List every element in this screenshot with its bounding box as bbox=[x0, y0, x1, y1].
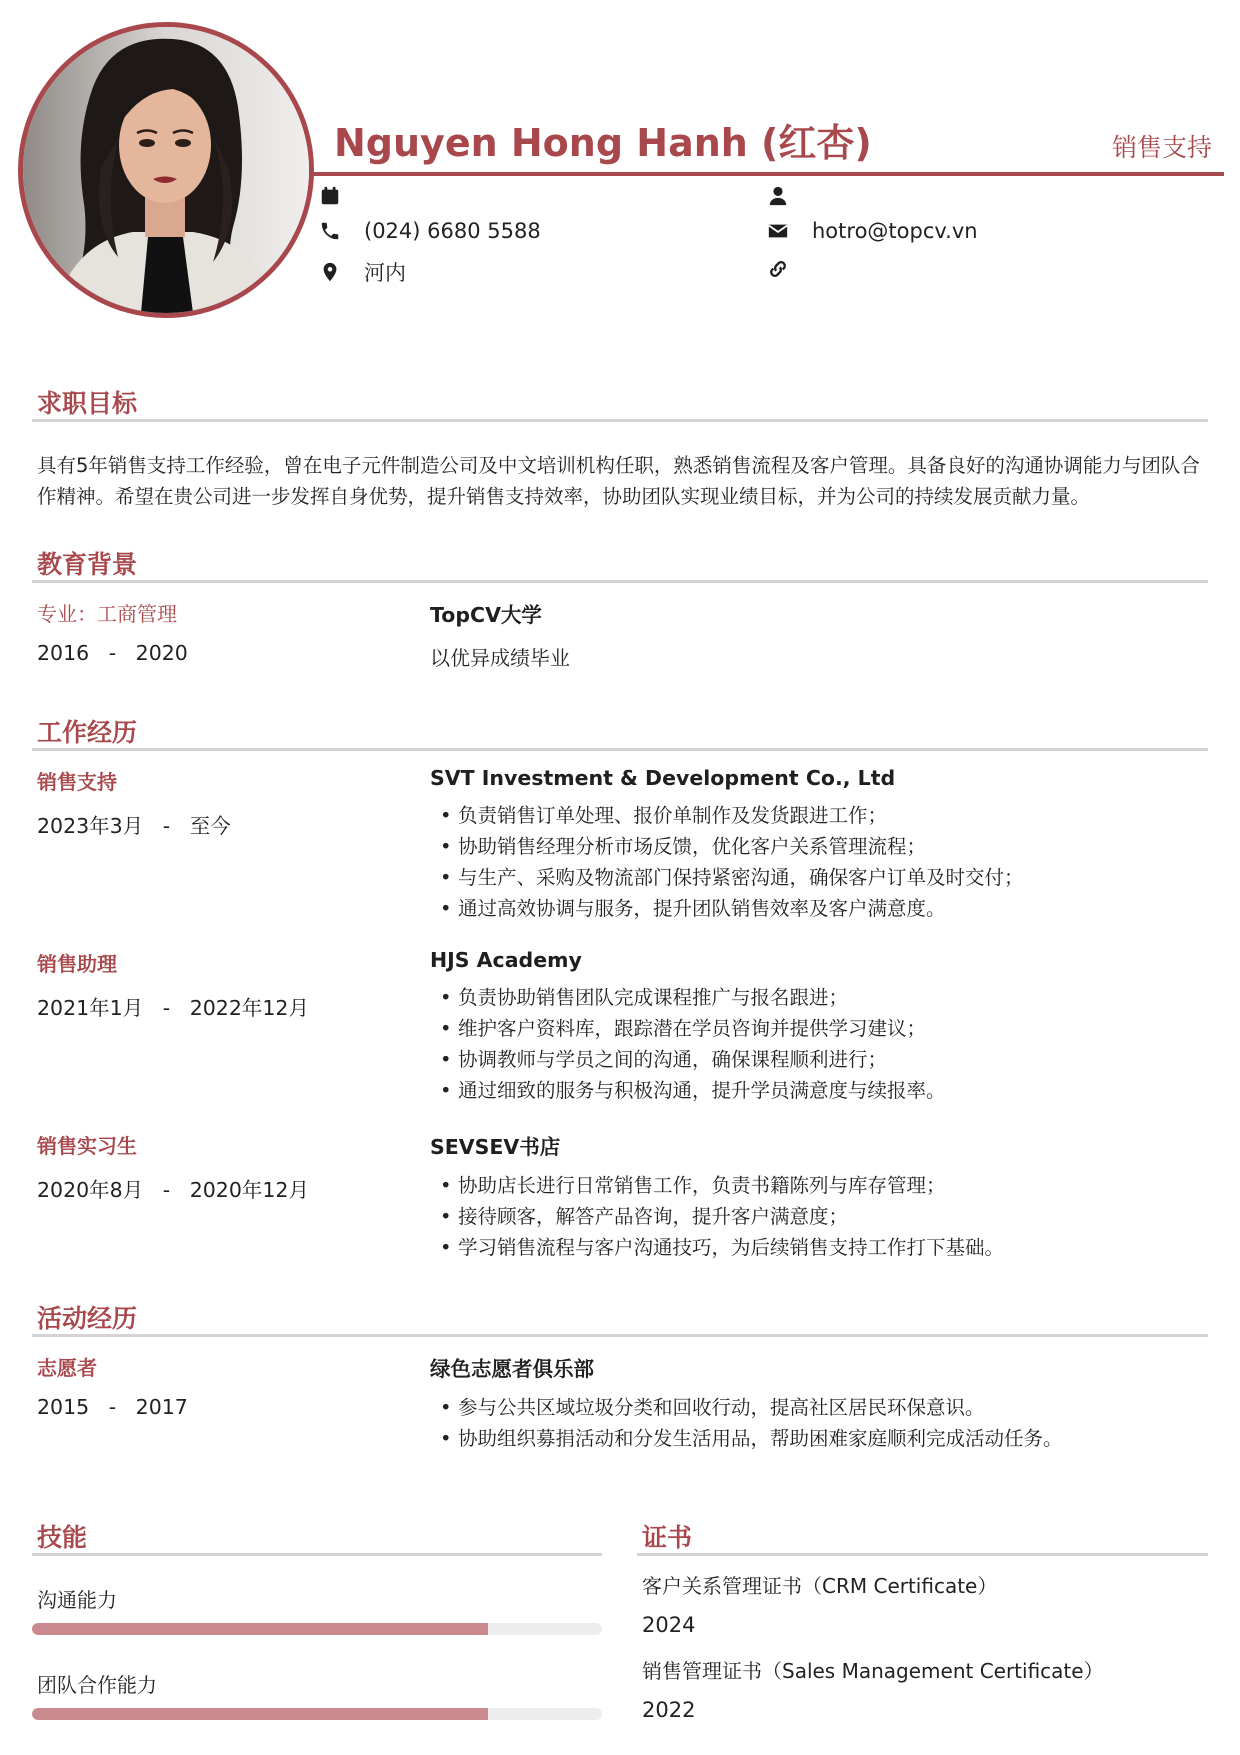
activity-bullets bbox=[430, 1392, 1220, 1454]
skill-bar bbox=[32, 1623, 602, 1635]
education-note: 以优异成绩毕业 bbox=[430, 646, 570, 670]
activities-heading: 活动经历 bbox=[37, 1304, 138, 1333]
website-row bbox=[766, 257, 812, 281]
list-item: • 通过细致的服务与积极沟通，提升学员满意度与续报率。 bbox=[430, 1075, 1220, 1106]
list-item: • 协助销售经理分析市场反馈，优化客户关系管理流程； bbox=[430, 831, 1220, 862]
list-item: • 参与公共区域垃圾分类和回收行动，提高社区居民环保意识。 bbox=[430, 1392, 1220, 1423]
location-icon bbox=[318, 260, 342, 284]
gender-row bbox=[766, 184, 812, 208]
skill-name: 团队合作能力 bbox=[37, 1673, 157, 1697]
list-item: • 负责销售订单处理、报价单制作及发货跟进工作； bbox=[430, 800, 1220, 831]
education-divider bbox=[32, 580, 1208, 583]
profile-photo bbox=[18, 22, 314, 318]
activity-role: 志愿者 bbox=[37, 1356, 97, 1380]
objective-text: 具有5年销售支持工作经验，曾在电子元件制造公司及中文培训机构任职，熟悉销售流程及客户管理。具备良好的沟通协调能力与团队合作精神。希望在贵公司进一步发挥自身优势，提升销售支持效率，协助团队实现业绩目标，并为公司的持续发展贡献力量。 bbox=[37, 454, 1200, 508]
certificates-heading: 证书 bbox=[642, 1523, 693, 1552]
person-icon bbox=[766, 184, 790, 208]
job-title: 销售支持 bbox=[1111, 133, 1212, 162]
experience-company: HJS Academy bbox=[430, 948, 582, 972]
profile-photo-illustration bbox=[23, 27, 309, 313]
candidate-name: Nguyen Hong Hanh (红杏) bbox=[334, 121, 872, 165]
education-left bbox=[37, 598, 417, 665]
experience-bullets bbox=[430, 800, 1220, 924]
skill-name: 沟通能力 bbox=[37, 1588, 117, 1612]
certificates-divider bbox=[637, 1553, 1208, 1556]
activity-right bbox=[430, 1352, 1220, 1454]
experience-divider bbox=[32, 748, 1208, 751]
experience-role: 销售实习生 bbox=[37, 1134, 137, 1158]
list-item: • 接待顾客，解答产品咨询，提升客户满意度； bbox=[430, 1201, 1220, 1232]
email-text[interactable]: hotro@topcv.vn bbox=[812, 219, 978, 243]
phone-icon bbox=[318, 219, 342, 243]
calendar-icon bbox=[318, 184, 342, 208]
link-icon[interactable] bbox=[766, 257, 790, 281]
experience-role: 销售支持 bbox=[37, 770, 117, 794]
experience-bullets bbox=[430, 1170, 1220, 1263]
education-major: 专业：工商管理 bbox=[37, 602, 177, 626]
list-item: • 协调教师与学员之间的沟通，确保课程顺利进行； bbox=[430, 1044, 1220, 1075]
experience-company: SEVSEV书店 bbox=[430, 1135, 561, 1159]
experience-heading: 工作经历 bbox=[37, 718, 138, 747]
experience-dates: 2020年8月 - 2020年12月 bbox=[37, 1178, 309, 1202]
education-right bbox=[430, 598, 1220, 671]
birthday-row bbox=[318, 184, 364, 208]
experience-bullets bbox=[430, 982, 1220, 1106]
skill-bar bbox=[32, 1708, 602, 1720]
experience-item-right bbox=[430, 766, 1220, 924]
list-item: • 维护客户资料库，跟踪潜在学员咨询并提供学习建议； bbox=[430, 1013, 1220, 1044]
list-item: • 学习销售流程与客户沟通技巧，为后续销售支持工作打下基础。 bbox=[430, 1232, 1220, 1263]
phone-row bbox=[318, 219, 541, 243]
list-item: • 通过高效协调与服务，提升团队销售效率及客户满意度。 bbox=[430, 893, 1220, 924]
activity-dates: 2015 - 2017 bbox=[37, 1395, 188, 1419]
objective-divider bbox=[32, 419, 1208, 422]
list-item: • 与生产、采购及物流部门保持紧密沟通，确保客户订单及时交付； bbox=[430, 862, 1220, 893]
email-row bbox=[766, 219, 978, 243]
activity-left bbox=[37, 1352, 417, 1419]
list-item: • 负责协助销售团队完成课程推广与报名跟进； bbox=[430, 982, 1220, 1013]
education-dates: 2016 - 2020 bbox=[37, 641, 188, 665]
certificate-year: 2024 bbox=[642, 1613, 696, 1637]
experience-item-left bbox=[37, 1130, 417, 1203]
activity-org: 绿色志愿者俱乐部 bbox=[430, 1357, 594, 1381]
education-heading: 教育背景 bbox=[37, 550, 138, 579]
mail-icon bbox=[766, 219, 790, 243]
certificate-year: 2022 bbox=[642, 1698, 696, 1722]
certificate-item bbox=[642, 1570, 997, 1637]
list-item: • 协助店长进行日常销售工作，负责书籍陈列与库存管理； bbox=[430, 1170, 1220, 1201]
experience-item-left bbox=[37, 766, 417, 839]
education-school: TopCV大学 bbox=[430, 603, 542, 627]
list-item: • 协助组织募捐活动和分发生活用品，帮助困难家庭顺利完成活动任务。 bbox=[430, 1423, 1220, 1454]
skills-divider bbox=[32, 1553, 602, 1556]
certificate-name: 客户关系管理证书（CRM Certificate） bbox=[642, 1574, 998, 1598]
skills-heading: 技能 bbox=[37, 1523, 88, 1552]
objective-heading: 求职目标 bbox=[37, 389, 138, 418]
certificate-name: 销售管理证书（Sales Management Certificate） bbox=[642, 1659, 1104, 1683]
certificate-item bbox=[642, 1655, 1104, 1722]
skill-bar-fill bbox=[32, 1708, 488, 1720]
phone-text[interactable]: (024) 6680 5588 bbox=[364, 219, 541, 243]
skill-bar-fill bbox=[32, 1623, 488, 1635]
experience-dates: 2021年1月 - 2022年12月 bbox=[37, 996, 309, 1020]
location-row bbox=[318, 257, 406, 287]
activities-divider bbox=[32, 1334, 1208, 1337]
location-text: 河内 bbox=[364, 261, 406, 285]
experience-item-right bbox=[430, 1130, 1220, 1263]
experience-company: SVT Investment & Development Co., Ltd bbox=[430, 766, 896, 790]
experience-item-right bbox=[430, 948, 1220, 1106]
header-divider bbox=[312, 172, 1224, 176]
experience-dates: 2023年3月 - 至今 bbox=[37, 814, 231, 838]
experience-item-left bbox=[37, 948, 417, 1021]
experience-role: 销售助理 bbox=[37, 952, 117, 976]
